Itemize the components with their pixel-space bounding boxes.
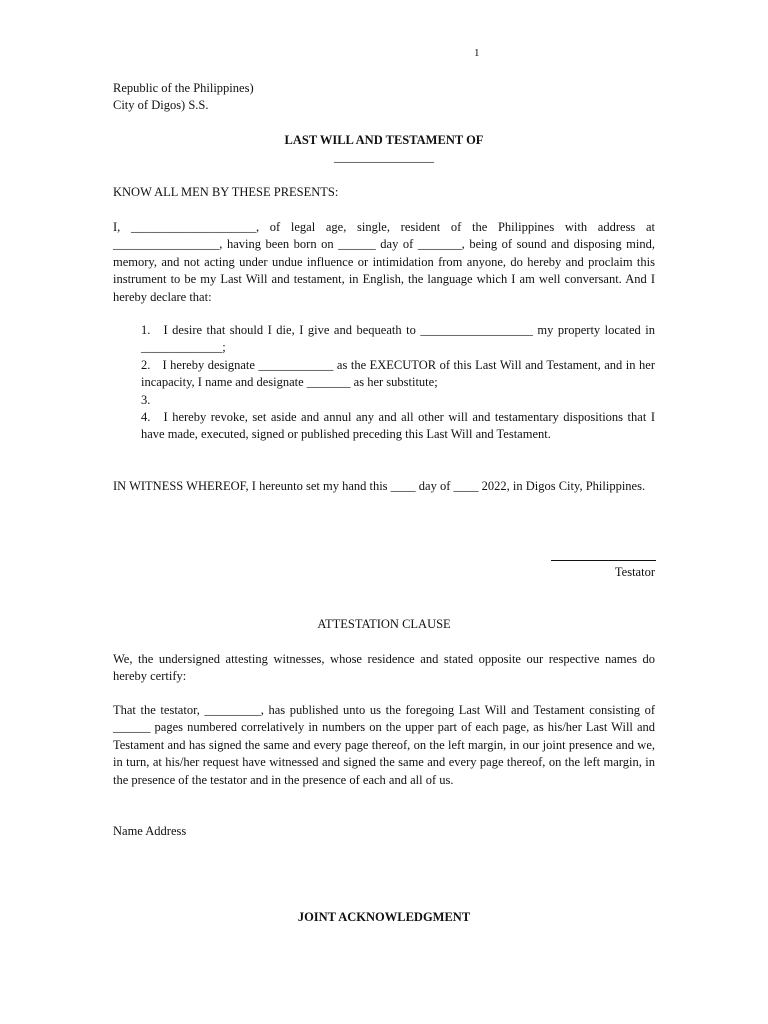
witness-paragraph: IN WITNESS WHEREOF, I hereunto set my hand this ____ day of ____ 2022, in Digos City, Philippines. [113, 479, 646, 493]
list-item [113, 357, 655, 392]
item-number: 4. [141, 410, 151, 425]
acknowledgment-heading: JOINT ACKNOWLEDGMENT [297, 910, 471, 924]
attestation-paragraph-1: We, the undersigned attesting witnesses, whose residence and stated opposite our respective names do hereby certify: [113, 652, 655, 684]
opening-line: KNOW ALL MEN BY THESE PRESENTS: [113, 185, 339, 199]
attestation-paragraph-2: That the testator, _________, has published unto us the foregoing Last Will and Testament consisting of ______ pages numbered correlatively in numbers on the upper part of each page, as his/her Last Will and Testament and has signed the same and every page thereof, on the left margin, in our joint presence and we, in turn, at his/her request have witnessed and signed the same and every page thereof, on the left margin, in the presence of the testator and in the presence of each and all of us. [113, 703, 655, 787]
item-text: I hereby designate ____________ as the EXECUTOR of this Last Will and Testament, and in her incapacity, I name and designate _______ as her substitute; [141, 357, 655, 390]
intro-paragraph: I, ____________________, of legal age, single, resident of the Philippines with address at _________________, having been born on ______ day of _______, being of sound and disposing mind, memory, and not acting under undue influence or intimidation from anyone, do hereby and proclaim this instrument to be my Last Will and testament, in English, the language which I am well conversant. And I hereby declare that: [113, 220, 655, 304]
venue-line-1: Republic of the Philippines) [113, 81, 254, 95]
item-number: 3. [141, 392, 151, 407]
list-item [113, 392, 655, 409]
page-number: 1 [474, 47, 480, 59]
item-text: I hereby revoke, set aside and annul any and all other will and testamentary dispositions that I have made, executed, signed or published preceding this Last Will and Testament. [141, 410, 655, 442]
item-number: 1. [141, 323, 151, 337]
list-item [113, 322, 655, 357]
venue [113, 80, 655, 115]
attestation-heading: ATTESTATION CLAUSE [317, 617, 451, 631]
item-number: 2. [141, 357, 151, 372]
signature-line [551, 560, 656, 561]
name-address-header: Name Address [113, 824, 187, 838]
testator-name-blank: ________________ [334, 150, 434, 164]
list-item [113, 409, 655, 444]
provisions-list [113, 322, 655, 444]
item-text: I desire that should I die, I give and bequeath to __________________ my property located in _____________; [141, 323, 655, 355]
venue-line-2: City of Digos) S.S. [113, 98, 209, 113]
document-title: LAST WILL AND TESTAMENT OF [284, 133, 484, 147]
signature-label: Testator [614, 565, 655, 579]
